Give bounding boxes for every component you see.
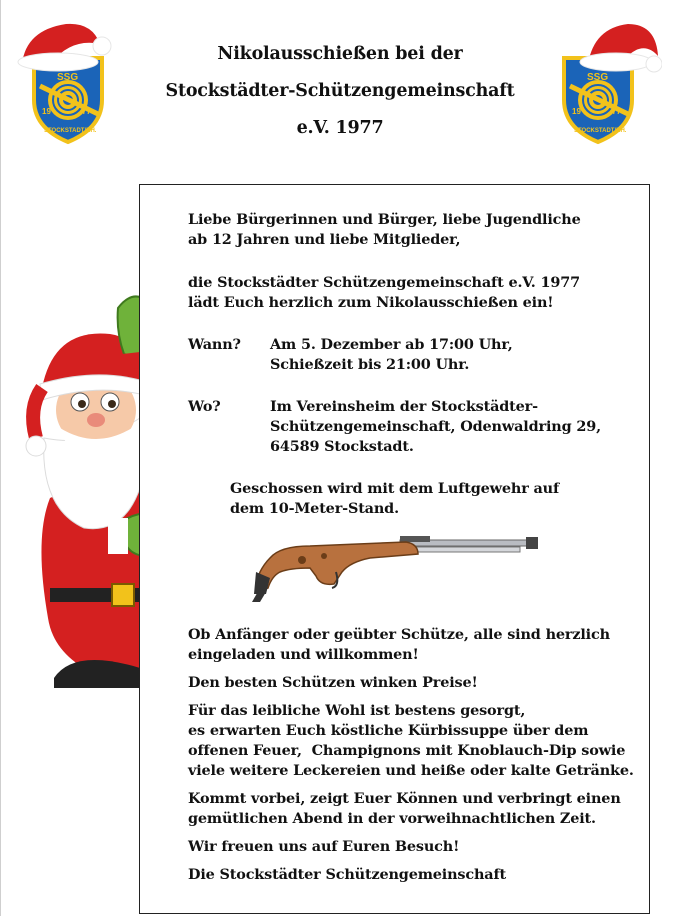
come-line-1: Kommt vorbei, zeigt Euer Können und verbringt einen — [188, 790, 621, 807]
title-line-2: Stockstädter-Schützengemeinschaft — [165, 81, 515, 101]
where-row — [188, 397, 643, 457]
greeting-line-2: ab 12 Jahren und liebe Mitglieder, — [188, 231, 461, 248]
logo-abbr: SSG — [587, 72, 609, 83]
where-label: Wo? — [188, 398, 221, 415]
food-line-1: Für das leibliche Wohl ist bestens gesorgt, — [188, 702, 526, 719]
visit-line: Wir freuen uns auf Euren Besuch! — [188, 838, 460, 855]
when-row — [188, 335, 643, 375]
food-line-2: es erwarten Euch köstliche Kürbissuppe über dem — [188, 722, 589, 739]
prizes-line: Den besten Schützen winken Preise! — [188, 674, 478, 691]
come-line-2: gemütlichen Abend in der vorweihnachtlichen Zeit. — [188, 810, 596, 827]
where-line-1: Im Vereinsheim der Stockstädter- — [270, 398, 538, 415]
logo-ring-text: STOCKSTADT/RH. — [574, 128, 627, 134]
page-title — [140, 36, 540, 147]
signature-line: Die Stockstädter Schützengemeinschaft — [188, 866, 507, 883]
logo-year-left: 19 — [42, 107, 51, 116]
shoot-line-2: dem 10-Meter-Stand. — [230, 500, 399, 517]
title-line-1: Nikolausschießen bei der — [217, 44, 463, 64]
food-line-4: viele weitere Leckereien und heiße oder kalte Getränke. — [188, 762, 634, 779]
logo-year-right: 77 — [82, 107, 91, 116]
invite-line-2: lädt Euch herzlich zum Nikolausschießen ein! — [188, 294, 554, 311]
when-label: Wann? — [188, 336, 241, 353]
greeting-line-1: Liebe Bürgerinnen und Bürger, liebe Jugendliche — [188, 211, 581, 228]
title-line-3: e.V. 1977 — [296, 118, 384, 138]
page-edge — [0, 0, 1, 916]
when-line-1: Am 5. Dezember ab 17:00 Uhr, — [270, 336, 513, 353]
where-line-2: Schützengemeinschaft, Odenwaldring 29, — [270, 418, 601, 435]
air-rifle-icon — [250, 528, 540, 604]
when-line-2: Schießzeit bis 21:00 Uhr. — [270, 356, 470, 373]
santa-hat-icon — [580, 24, 662, 72]
santa-hat-icon — [18, 24, 111, 71]
logo-abbr: SSG — [57, 72, 79, 83]
where-line-3: 64589 Stockstadt. — [270, 438, 414, 455]
food-line-3: offenen Feuer, Champignons mit Knoblauch-Dip sowie — [188, 742, 626, 759]
logo-year-left: 19 — [572, 107, 581, 116]
welcome-line-1: Ob Anfänger oder geübter Schütze, alle sind herzlich — [188, 626, 610, 643]
logo-year-right: 77 — [612, 107, 621, 116]
club-logo-right — [558, 16, 662, 148]
welcome-line-2: eingeladen und willkommen! — [188, 646, 419, 663]
logo-ring-text: STOCKSTADT/RH. — [44, 128, 97, 134]
shoot-line-1: Geschossen wird mit dem Luftgewehr auf — [230, 480, 560, 497]
invite-line-1: die Stockstädter Schützengemeinschaft e.V. 1977 — [188, 274, 580, 291]
club-logo-left — [12, 16, 116, 148]
